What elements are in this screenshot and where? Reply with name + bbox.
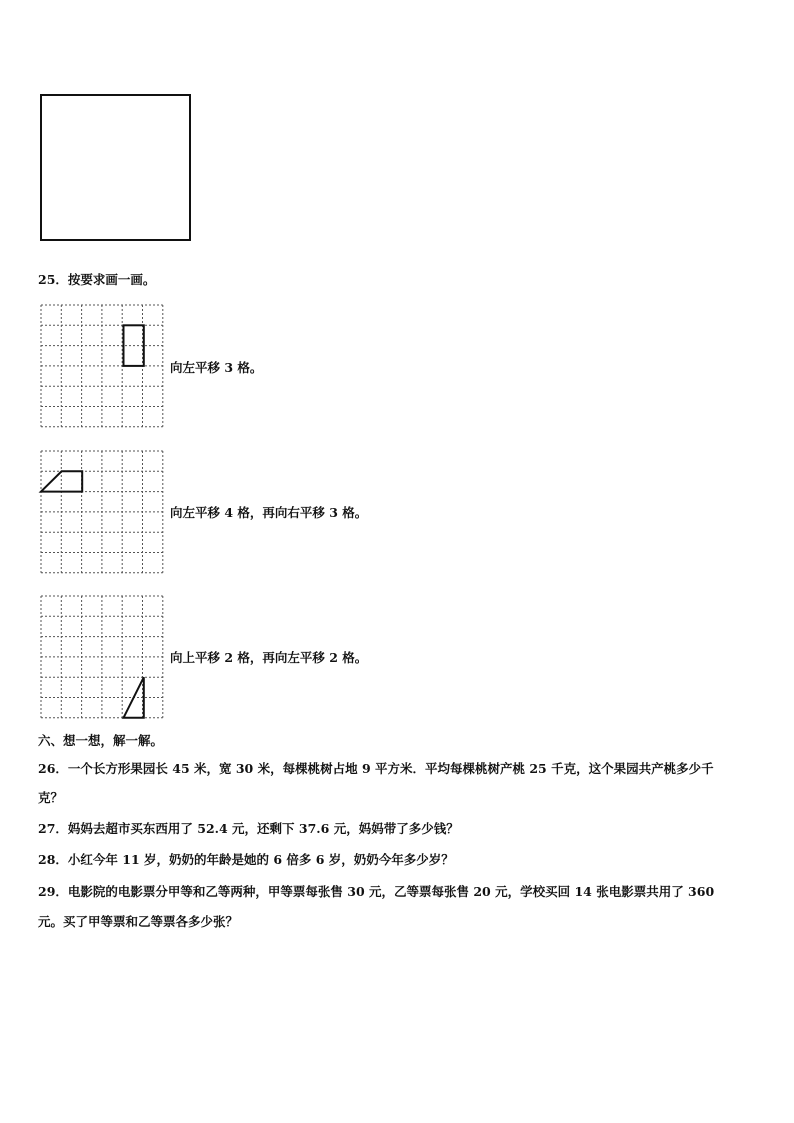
question-28: 28．小红今年 11 岁，奶奶的年龄是她的 6 倍多 6 岁，奶奶今年多少岁？ bbox=[38, 852, 454, 867]
section-6-heading: 六、想一想，解一解。 bbox=[38, 733, 164, 748]
grid-3-instruction: 向上平移 2 格，再向左平移 2 格。 bbox=[170, 650, 368, 665]
grid-2-instruction: 向左平移 4 格，再向右平移 3 格。 bbox=[170, 505, 368, 520]
question-27: 27．妈妈去超市买东西用了 52.4 元，还剩下 37.6 元，妈妈带了多少钱？ bbox=[38, 821, 459, 836]
answer-box bbox=[40, 94, 191, 241]
grid-2-lines bbox=[41, 451, 163, 573]
grid-1-instruction: 向左平移 3 格。 bbox=[170, 360, 263, 375]
grid-2 bbox=[41, 451, 165, 573]
grid-1 bbox=[41, 305, 165, 427]
question-25-title: 25．按要求画一画。 bbox=[38, 272, 156, 287]
question-29-line-1: 29．电影院的电影票分甲等和乙等两种，甲等票每张售 30 元，乙等票每张售 20 元，学校买回 14 张电影票共用了 360 bbox=[38, 884, 715, 899]
question-26-line-1: 26．一个长方形果园长 45 米，宽 30 米，每棵桃树占地 9 平方米．平均每棵桃树产桃 25 千克，这个果园共产桃多少千 bbox=[38, 761, 714, 776]
question-29-line-2: 元。买了甲等票和乙等票各多少张？ bbox=[38, 914, 239, 929]
question-26-line-2: 克？ bbox=[38, 790, 64, 805]
grid-3 bbox=[41, 596, 165, 718]
